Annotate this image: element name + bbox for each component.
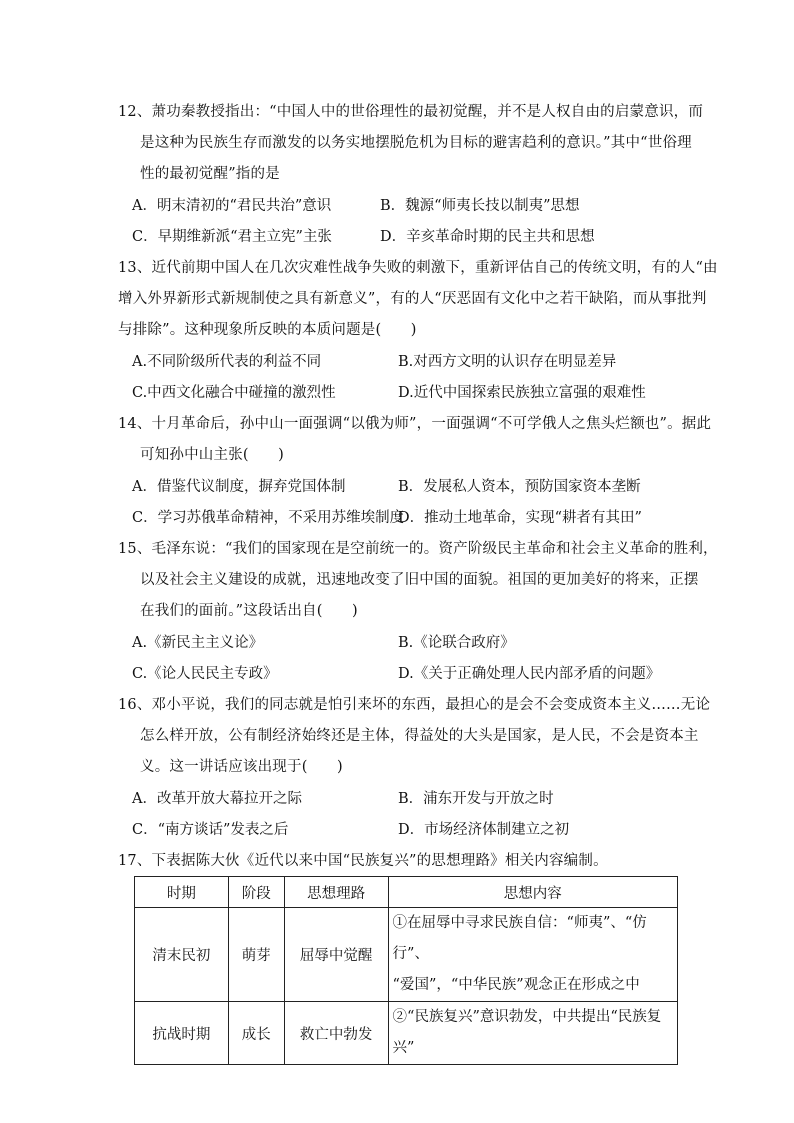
- option-c[interactable]: C.《论人民民主专政》: [132, 666, 278, 682]
- question-text-line: 16、邓小平说，我们的同志就是怕引来坏的东西，最担心的是会不会变成资本主义……无论: [118, 697, 711, 713]
- question-text-line: 可知孙中山主张( ): [140, 447, 285, 463]
- option-c[interactable]: C．“南方谈话”发表之后: [132, 822, 289, 838]
- question-text-line: 12、萧功秦教授指出：“中国人中的世俗理性的最初觉醒，并不是人权自由的启蒙意识，而: [118, 104, 704, 120]
- table-cell: 清末民初: [135, 908, 229, 1002]
- table-header-cell: 思想内容: [388, 877, 677, 908]
- option-d[interactable]: D．辛亥革命时期的民主共和思想: [380, 229, 595, 245]
- question-text-line: 怎么样开放，公有制经济始终还是主体，得益处的大头是国家，是人民，不会是资本主: [140, 728, 699, 744]
- question-text-line: 增入外界新形式新规制使之具有新意义”，有的人“厌恶固有文化中之若干缺陷，而从事批判: [118, 291, 707, 307]
- question-text-line: 性的最初觉醒”指的是: [140, 166, 280, 182]
- option-d[interactable]: D．推动土地革命，实现“耕者有其田”: [398, 510, 642, 526]
- question-13-options: [132, 347, 692, 409]
- question-16: [118, 690, 711, 783]
- question-15-options: [132, 628, 692, 690]
- option-b[interactable]: B．浦东开发与开放之时: [398, 791, 554, 807]
- question-text-line: 是这种为民族生存而激发的以务实地摆脱危机为目标的避害趋利的意识。”其中“世俗理: [140, 135, 692, 151]
- table-content-cell: [388, 1002, 677, 1065]
- table-content-line: ②“民族复兴”意识勃发，中共提出“民族复兴”: [392, 1009, 662, 1056]
- table-header-cell: 思想理路: [284, 877, 388, 908]
- option-d[interactable]: D.近代中国探索民族独立富强的艰难性: [398, 385, 646, 401]
- question-text-line: 14、十月革命后，孙中山一面强调“以俄为师”，一面强调“不可学俄人之焦头烂额也”。据此: [118, 416, 712, 432]
- table-cell: 成长: [228, 1002, 284, 1065]
- option-b[interactable]: B.《论联合政府》: [398, 635, 515, 651]
- option-b[interactable]: B．发展私人资本，预防国家资本垄断: [398, 479, 641, 495]
- option-b[interactable]: B.对西方文明的认识存在明显差异: [398, 354, 617, 370]
- table-cell: 救亡中勃发: [284, 1002, 388, 1065]
- question-16-options: [132, 784, 692, 846]
- question-text-line: 15、毛泽东说：“我们的国家现在是空前统一的。资产阶级民主革命和社会主义革命的胜利，: [118, 541, 718, 557]
- option-a[interactable]: A.《新民主主义论》: [132, 635, 264, 651]
- question-12-options: [132, 191, 692, 253]
- table-row: [135, 908, 678, 1002]
- table-content-line: ①在屈辱中寻求民族自信：“师夷”、“仿行”、: [392, 915, 647, 962]
- table-content-cell: [388, 908, 677, 1002]
- question-text-line: 义。这一讲话应该出现于( ): [140, 759, 343, 775]
- question-text-line: 与排除”。这种现象所反映的本质问题是( ): [118, 322, 417, 338]
- option-d[interactable]: D．市场经济体制建立之初: [398, 822, 570, 838]
- option-d[interactable]: D.《关于正确处理人民内部矛盾的问题》: [398, 666, 661, 682]
- table-cell: 屈辱中觉醒: [284, 908, 388, 1002]
- table-cell: 萌芽: [228, 908, 284, 1002]
- option-b[interactable]: B．魏源“师夷长技以制夷”思想: [380, 198, 580, 214]
- question-text-line: 在我们的面前。”这段话出自( ): [140, 603, 358, 619]
- question-15: [118, 534, 718, 627]
- option-c[interactable]: C．早期维新派“君主立宪”主张: [132, 229, 332, 245]
- option-c[interactable]: C．学习苏俄革命精神，不采用苏维埃制度: [132, 510, 405, 526]
- option-a[interactable]: A．改革开放大幕拉开之际: [132, 791, 302, 807]
- option-a[interactable]: A．明末清初的“君民共治”意识: [132, 198, 332, 214]
- option-c[interactable]: C.中西文化融合中碰撞的激烈性: [132, 385, 336, 401]
- question-14: [118, 409, 712, 471]
- option-a[interactable]: A.不同阶级所代表的利益不同: [132, 354, 322, 370]
- question-13: [118, 253, 718, 346]
- table-row: [135, 1002, 678, 1065]
- question-12: [118, 97, 704, 190]
- table-header-row: [135, 877, 678, 908]
- question-text-line: 以及社会主义建设的成就，迅速地改变了旧中国的面貌。祖国的更加美好的将来，正摆: [140, 572, 699, 588]
- option-a[interactable]: A．借鉴代议制度，摒弃党国体制: [132, 479, 346, 495]
- table-cell: 抗战时期: [135, 1002, 229, 1065]
- question-text-line: 13、近代前期中国人在几次灾难性战争失败的刺激下，重新评估自己的传统文明，有的人“由: [118, 260, 718, 276]
- table-content-line: “爱国”，“中华民族”观念正在形成之中: [392, 977, 640, 993]
- question-17: [118, 846, 678, 877]
- question-14-options: [132, 472, 692, 534]
- question-text-line: 17、下表据陈大伙《近代以来中国“民族复兴”的思想理路》相关内容编制。: [118, 853, 608, 869]
- table-header-cell: 阶段: [228, 877, 284, 908]
- table-header-cell: 时期: [135, 877, 229, 908]
- thought-table: [134, 876, 678, 1065]
